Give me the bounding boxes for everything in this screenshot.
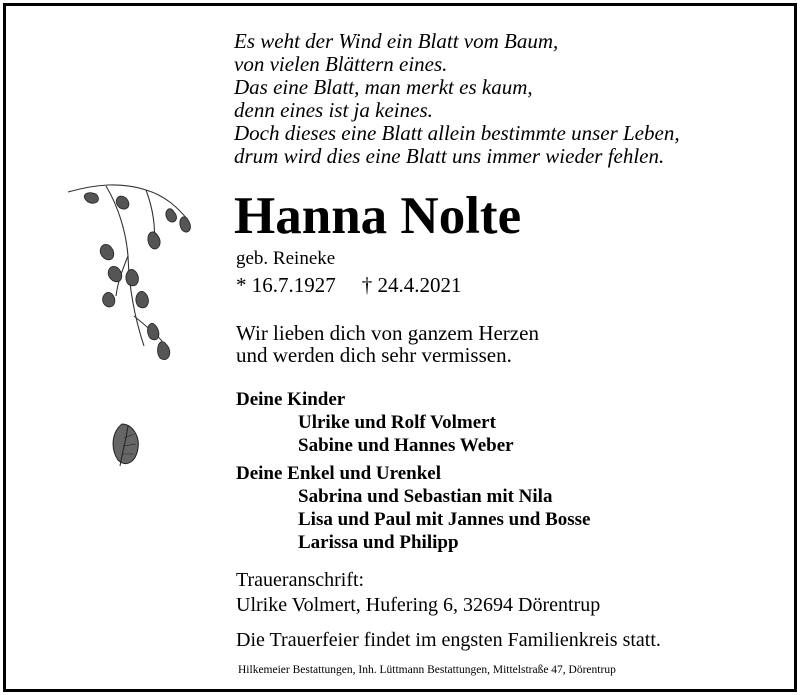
poem-line: Das eine Blatt, man merkt es kaum, [234,75,533,99]
funeral-home-footer: Hilkemeier Bestattungen, Inh. Lüttmann Bestattungen, Mittelstraße 47, Dörentrup [238,664,616,676]
birth-name: geb. Reineke [236,248,336,269]
mourner-name: Sabine und Hannes Weber [298,435,514,456]
address-value: Ulrike Volmert, Hufering 6, 32694 Dörentrup [236,594,601,616]
leaf-branch-illustration [66,176,206,376]
mourner-group-grandchildren [236,462,591,554]
farewell-message [236,322,539,366]
poem-line: Es weht der Wind ein Blatt vom Baum, [234,29,559,53]
poem-line: drum wird dies eine Blatt uns immer wieder fehlen. [234,144,665,168]
mourner-name: Ulrike und Rolf Volmert [298,412,496,433]
life-dates [236,273,462,297]
poem-line: Doch dieses eine Blatt allein bestimmte unser Leben, [234,121,680,145]
deceased-name: Hanna Nolte [234,187,522,245]
message-line: und werden dich sehr vermissen. [236,343,512,367]
mourner-name: Sabrina und Sebastian mit Nila [298,486,553,507]
message-line: Wir lieben dich von ganzem Herzen [236,321,539,345]
address-label: Traueranschrift: [236,569,365,591]
mourner-name: Lisa und Paul mit Jannes und Bosse [298,509,591,530]
mourner-group-heading: Deine Kinder [236,389,346,410]
mourner-group-heading: Deine Enkel und Urenkel [236,463,441,484]
birth-date: * 16.7.1927 [236,273,336,297]
memorial-poem [234,30,774,168]
death-date: † 24.4.2021 [361,273,462,297]
falling-leaf-illustration [108,418,144,470]
funeral-note: Die Trauerfeier findet im engsten Familienkreis statt. [236,629,661,651]
mourner-group-children [236,388,514,457]
mourning-address [236,568,600,618]
obituary-frame [3,3,797,692]
poem-line: denn eines ist ja keines. [234,98,433,122]
mourner-name: Larissa und Philipp [298,532,459,553]
poem-line: von vielen Blättern eines. [234,52,448,76]
